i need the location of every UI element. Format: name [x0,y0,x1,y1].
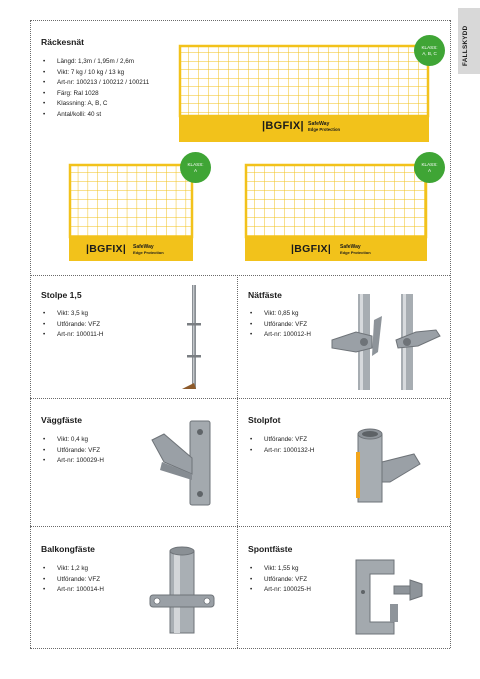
fence-logo-sub: SafeWay Edge Protection [340,244,371,255]
spec-item: • Utförande: VFZ [248,320,311,331]
spec-list [248,564,311,596]
spec-item: • Art-nr: 100025-H [248,585,311,596]
spec-item: • Antal/kolli: 40 st [41,110,149,121]
frame-right [450,20,451,648]
frame-bottom [30,648,450,649]
spec-item: • Art-nr: 100011-H [41,330,103,341]
product-title: Nätfäste [248,290,282,300]
spec-item: • Art-nr: 100213 / 100212 / 100211 [41,78,149,89]
spec-item: • Utförande: VFZ [248,575,311,586]
spec-item: • Vikt: 7 kg / 10 kg / 13 kg [41,68,149,79]
balcony-bracket-image [146,545,218,637]
post-image [180,283,210,393]
spec-item: • Vikt: 3,5 kg [41,309,103,320]
section-title: Räckesnät [41,37,84,47]
spec-item: • Art-nr: 100012-H [248,330,311,341]
product-title: Stolpfot [248,415,281,425]
section-tab-label: FALLSKYDD [462,25,469,66]
class-badge: KLASS: A [414,152,445,183]
product-title: Spontfäste [248,544,293,554]
spec-item: • Färg: Ral 1028 [41,89,149,100]
product-title: Väggfäste [41,415,83,425]
fence-image-medium [244,163,428,263]
spec-list [41,435,104,467]
spec-item: • Utförande: VFZ [41,575,104,586]
product-title: Balkongfäste [41,544,95,554]
sheet-pile-clamp-image [350,552,436,638]
spec-item: • Vikt: 1,55 kg [248,564,311,575]
frame-left [30,20,31,648]
spec-item: • Vikt: 0,4 kg [41,435,104,446]
spec-list [41,309,103,341]
fence-logo: |BGFIX| [262,120,304,132]
post-foot-image [354,424,424,504]
spec-item: • Vikt: 1,2 kg [41,564,104,575]
fence-logo: |BGFIX| [291,243,332,255]
spec-item: • Art-nr: 100014-H [41,585,104,596]
spec-item: • Art-nr: 1000132-H [248,446,314,457]
spec-list [41,57,149,120]
spec-list [248,309,311,341]
frame-center [237,275,238,648]
net-clamp-image [326,292,446,392]
spec-item: • Utförande: VFZ [41,320,103,331]
frame-divider [30,398,450,399]
spec-item: • Vikt: 0,85 kg [248,309,311,320]
frame-divider [30,275,450,276]
fence-logo: |BGFIX| [86,243,127,255]
spec-item: • Art-nr: 100029-H [41,456,104,467]
frame-top [30,20,450,21]
spec-item: • Längd: 1,3m / 1,95m / 2,6m [41,57,149,68]
spec-list [248,435,314,456]
wall-bracket-image [148,418,216,508]
fence-logo-sub: SafeWay Edge Protection [308,121,341,132]
product-title: Stolpe 1,5 [41,290,82,300]
spec-list [41,564,104,596]
class-badge: KLASS: A [180,152,211,183]
section-tab [458,8,480,74]
frame-divider [30,526,450,527]
spec-item: • Klassning: A, B, C [41,99,149,110]
spec-item: • Utförande: VFZ [41,446,104,457]
spec-item: • Utförande: VFZ [248,435,314,446]
class-badge: KLASS: A, B, C [414,35,445,66]
fence-logo-sub: SafeWay Edge Protection [133,244,164,255]
fence-image-large [178,44,430,144]
